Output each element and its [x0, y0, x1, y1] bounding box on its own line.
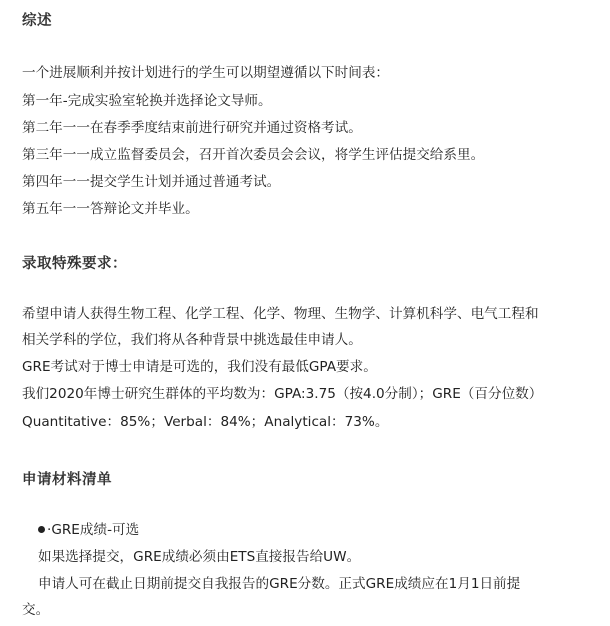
materials-heading: 申请材料清单: [22, 472, 112, 488]
requirements-line-4: 我们2020年博士研究生群体的平均数为：GPA:3.75（按4.0分制）；GRE（百分位数）: [22, 386, 543, 402]
materials-line-3: 交。: [22, 602, 50, 618]
materials-line-1: 如果选择提交，GRE成绩必须由ETS直接报告给UW。: [38, 549, 361, 565]
materials-line-2: 申请人可在截止日期前提交自我报告的GRE分数。正式GRE成绩应在1月1日前提: [38, 576, 521, 592]
overview-heading: 综述: [22, 13, 52, 29]
requirements-line-5: Quantitative：85%；Verbal：84%；Analytical：73%。: [22, 414, 389, 430]
materials-bullet-item: [38, 524, 139, 538]
timeline-year-4: 第四年一一提交学生计划并通过普通考试。: [22, 174, 281, 190]
requirements-line-2: 相关学科的学位，我们将从各种背景中挑选最佳申请人。: [22, 332, 362, 348]
requirements-line-3: GRE考试对于博士申请是可选的，我们没有最低GPA要求。: [22, 359, 377, 375]
timeline-year-2: 第二年一一在春季季度结束前进行研究并通过资格考试。: [22, 120, 362, 136]
requirements-heading: 录取特殊要求：: [22, 256, 127, 272]
timeline-year-1: 第一年-完成实验室轮换并选择论文导师。: [22, 93, 272, 109]
timeline-year-5: 第五年一一答辩论文并毕业。: [22, 201, 199, 217]
requirements-line-1: 希望申请人获得生物工程、化学工程、化学、物理、生物学、计算机科学、电气工程和: [22, 306, 539, 322]
bullet-dot-icon: [38, 526, 45, 533]
materials-bullet-label: ·GRE成绩-可选: [47, 522, 140, 538]
timeline-year-3: 第三年一一成立监督委员会，召开首次委员会会议，将学生评估提交给系里。: [22, 147, 485, 163]
overview-intro: 一个进展顺利并按计划进行的学生可以期望遵循以下时间表：: [22, 65, 390, 81]
